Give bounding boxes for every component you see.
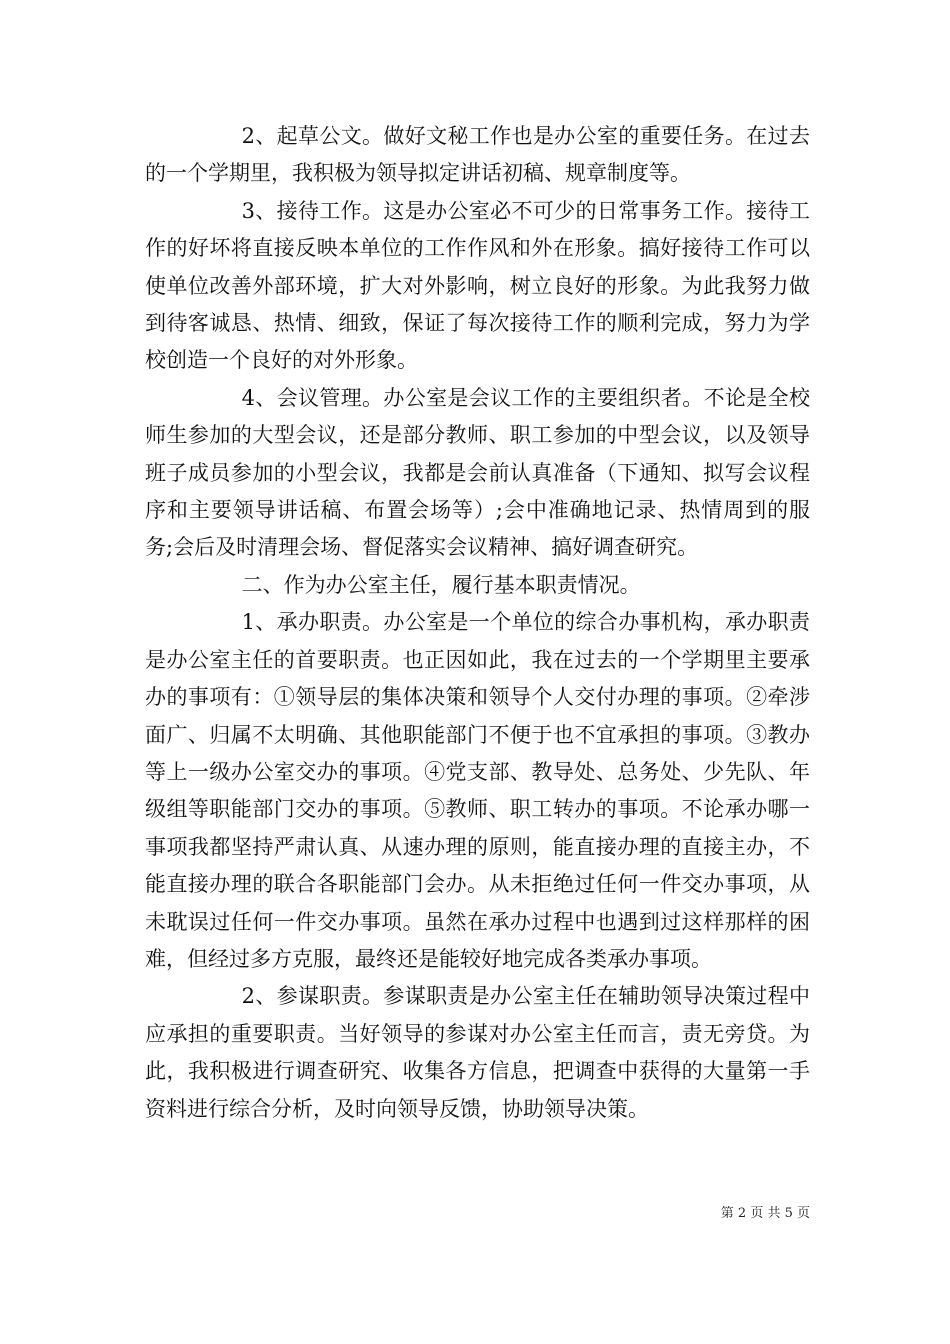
- paragraph-handling-duties: 1、承办职责。办公室是一个单位的综合办事机构，承办职责是办公室主任的首要职责。也正因如此，我在过去的一个学期里主要承办的事项有：①领导层的集体决策和领导个人交付办理的事项。②牵涉面广、归属不太明确、其他职能部门不便于也不宜承担的事项。③教办等上一级办公室交办的事项。④党支部、教导处、总务处、少先队、年级组等职能部门交办的事项。⑤教师、职工转办的事项。不论承办哪一事项我都坚持严肃认真、从速办理的原则，能直接办理的直接主办，不能直接办理的联合各职能部门会办。从未拒绝过任何一件交办事项，从未耽误过任何一件交办事项。虽然在承办过程中也遇到过这样那样的困难，但经过多方克服，最终还是能较好地完成各类承办事项。: [145, 610, 810, 971]
- paragraph-reception-work: 3、接待工作。这是办公室必不可少的日常事务工作。接待工作的好坏将直接反映本单位的工作作风和外在形象。搞好接待工作可以使单位改善外部环境，扩大对外影响，树立良好的形象。为此我努力做到待客诚恳、热情、细致，保证了每次接待工作的顺利完成，努力为学校创造一个良好的对外形象。: [145, 198, 810, 373]
- document-body: [145, 118, 810, 1128]
- page-number-footer: 第 2 页 共 5 页: [720, 1206, 810, 1221]
- paragraph-advisory-duties: 2、参谋职责。参谋职责是办公室主任在辅助领导决策过程中应承担的重要职责。当好领导的参谋对办公室主任而言，责无旁贷。为此，我积极进行调查研究、收集各方信息，把调查中获得的大量第一手资料进行综合分析，及时向领导反馈，协助领导决策。: [145, 984, 810, 1121]
- paragraph-drafting-documents: 2、起草公文。做好文秘工作也是办公室的重要任务。在过去的一个学期里，我积极为领导拟定讲话初稿、规章制度等。: [145, 124, 810, 186]
- paragraph-meeting-management: 4、会议管理。办公室是会议工作的主要组织者。不论是全校师生参加的大型会议，还是部分教师、职工参加的中型会议，以及领导班子成员参加的小型会议，我都是会前认真准备（下通知、拟写会议程序和主要领导讲话稿、布置会场等）;会中准确地记录、热情周到的服务;会后及时清理会场、督促落实会议精神、搞好调查研究。: [145, 385, 810, 560]
- section-heading-duties: 二、作为办公室主任，履行基本职责情况。: [241, 572, 641, 597]
